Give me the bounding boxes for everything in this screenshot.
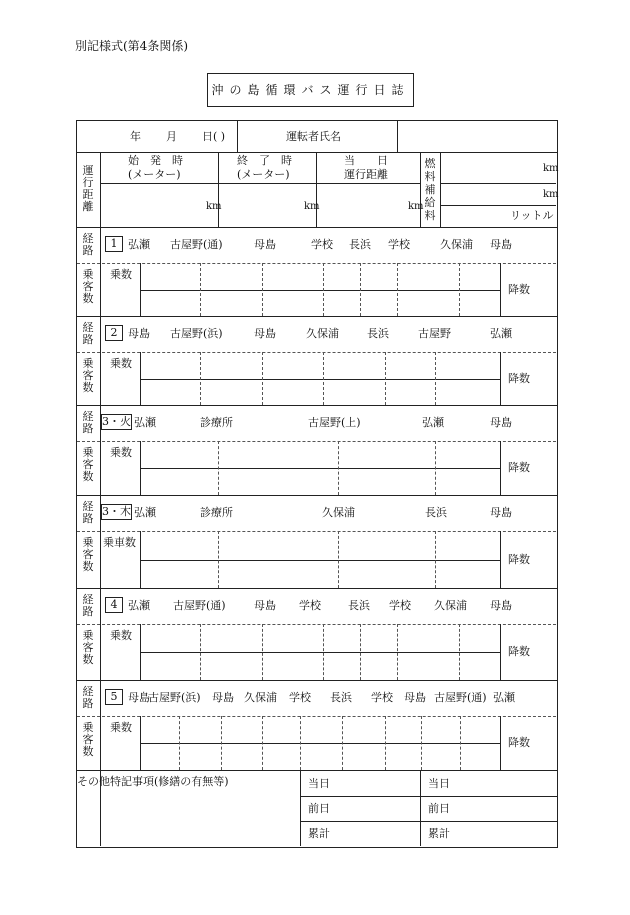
fuel-km-unit-2: km	[543, 189, 559, 200]
today-distance-sub: 運行距離	[344, 168, 388, 181]
start-meter-sub: (メーター)	[128, 168, 181, 181]
passengers-label: 乗 客 数	[82, 268, 94, 305]
boarding-label: 乗数	[110, 721, 132, 734]
boarding-row-fields[interactable]	[141, 717, 499, 743]
today-total-label-2: 当日	[428, 777, 450, 790]
date-month-label: 月	[166, 130, 177, 143]
alighting-label: 降数	[508, 283, 530, 296]
alighting-row-fields[interactable]	[141, 291, 499, 316]
start-meter-field[interactable]	[101, 184, 217, 226]
fuel-liter-unit: リットル	[510, 209, 554, 222]
driver-name-label: 運転者氏名	[286, 130, 341, 143]
passengers-label: 乗 客 数	[82, 629, 94, 666]
end-meter-label: 終 了 時	[237, 154, 292, 167]
route-stop: 弘瀬	[128, 238, 150, 251]
cumulative-total-label-2: 累計	[428, 827, 450, 840]
route-stop: 久保浦	[440, 238, 473, 251]
alighting-label: 降数	[508, 372, 530, 385]
route-stop: 久保浦	[306, 327, 339, 340]
cumulative-total-label: 累計	[308, 827, 330, 840]
route-stop: 母島	[254, 327, 276, 340]
fuel-km-unit-1: km	[543, 163, 559, 174]
route-stop: 長浜	[349, 238, 371, 251]
boarding-row-fields[interactable]	[141, 353, 499, 379]
alighting-label: 降数	[508, 553, 530, 566]
boarding-row-fields[interactable]	[141, 264, 499, 290]
boarding-label: 乗数	[110, 629, 132, 642]
previous-total-label: 前日	[308, 802, 330, 815]
driver-name-field[interactable]	[398, 121, 555, 151]
start-meter-label: 始 発 時	[128, 154, 183, 167]
date-year-label: 年	[130, 130, 141, 143]
route-number-box: 2	[105, 325, 123, 341]
route-stop: 診療所	[200, 416, 233, 429]
boarding-row-fields[interactable]	[141, 442, 499, 468]
route-stop: 古屋野(通)	[170, 238, 223, 251]
date-day-label: 日( )	[202, 130, 226, 143]
boarding-label: 乗数	[110, 446, 132, 459]
route-stop: 母島	[212, 691, 234, 704]
route-stop: 学校	[371, 691, 393, 704]
route-stop: 母島	[128, 327, 150, 340]
route-stop: 母島	[254, 238, 276, 251]
alighting-row-fields[interactable]	[141, 561, 499, 588]
alighting-label: 降数	[508, 736, 530, 749]
route-number-box: 3・木	[102, 505, 131, 518]
route-number-box: 1	[105, 236, 123, 252]
alighting-row-fields[interactable]	[141, 469, 499, 495]
fuel-label: 燃 料 補 給 料	[424, 157, 436, 222]
route-number-box: 4	[105, 597, 123, 613]
route-stop: 弘瀬	[134, 416, 156, 429]
end-meter-field[interactable]	[219, 184, 315, 226]
end-meter-sub: (メーター)	[237, 168, 290, 181]
boarding-label: 乗車数	[103, 536, 136, 549]
route-stop: 母島	[404, 691, 426, 704]
today-km-unit: km	[408, 201, 424, 212]
route-stop: 母島	[490, 416, 512, 429]
notes-label: その他特記事項(修繕の有無等)	[77, 775, 229, 788]
route-label: 経 路	[82, 410, 94, 435]
boarding-row-fields[interactable]	[141, 625, 499, 652]
route-stop: 弘瀬	[422, 416, 444, 429]
route-stop: 長浜	[348, 599, 370, 612]
route-stop: 古屋野(上)	[308, 416, 361, 429]
passengers-label: 乗 客 数	[82, 446, 94, 483]
route-label: 経 路	[82, 593, 94, 618]
alighting-label: 降数	[508, 461, 530, 474]
route-stop: 母島	[128, 691, 150, 704]
route-stop: 古屋野(通)	[434, 691, 487, 704]
route-stop: 診療所	[200, 506, 233, 519]
passengers-label: 乗 客 数	[82, 536, 94, 573]
route-stop: 弘瀬	[134, 506, 156, 519]
route-stop: 古屋野(浜)	[148, 691, 201, 704]
alighting-row-fields[interactable]	[141, 653, 499, 680]
route-stop: 長浜	[330, 691, 352, 704]
route-stop: 久保浦	[322, 506, 355, 519]
route-number-box: 3・火	[102, 415, 131, 428]
route-stop: 学校	[311, 238, 333, 251]
route-stop: 長浜	[367, 327, 389, 340]
notes-field[interactable]	[78, 790, 298, 844]
distance-section-label: 運 行 距 離	[82, 164, 94, 213]
end-km-unit: km	[304, 201, 320, 212]
route-stop: 学校	[388, 238, 410, 251]
alighting-row-fields[interactable]	[141, 380, 499, 405]
route-stop: 弘瀬	[493, 691, 515, 704]
route-stop: 学校	[289, 691, 311, 704]
passengers-label: 乗 客 数	[82, 357, 94, 394]
route-stop: 長浜	[425, 506, 447, 519]
start-km-unit: km	[206, 201, 222, 212]
route-label: 経 路	[82, 500, 94, 525]
route-stop: 古屋野(浜)	[170, 327, 223, 340]
route-stop: 弘瀬	[128, 599, 150, 612]
route-label: 経 路	[82, 232, 94, 257]
route-stop: 古屋野(通)	[173, 599, 226, 612]
alighting-row-fields[interactable]	[141, 744, 499, 770]
boarding-label: 乗数	[110, 357, 132, 370]
route-stop: 学校	[299, 599, 321, 612]
route-stop: 古屋野	[418, 327, 451, 340]
today-distance-field[interactable]	[317, 184, 419, 226]
route-stop: 母島	[490, 238, 512, 251]
form-reference: 別記様式(第4条関係)	[75, 39, 188, 53]
alighting-label: 降数	[508, 645, 530, 658]
today-total-label: 当日	[308, 777, 330, 790]
route-stop: 弘瀬	[490, 327, 512, 340]
title-box	[207, 73, 414, 107]
route-number-box: 5	[105, 689, 123, 705]
previous-total-label-2: 前日	[428, 802, 450, 815]
route-stop: 母島	[490, 599, 512, 612]
route-stop: 学校	[389, 599, 411, 612]
route-label: 経 路	[82, 321, 94, 346]
boarding-row-fields[interactable]	[141, 532, 499, 560]
route-stop: 久保浦	[434, 599, 467, 612]
route-label: 経 路	[82, 685, 94, 710]
today-distance-label: 当 日	[344, 154, 388, 167]
passengers-label: 乗 客 数	[82, 721, 94, 758]
route-stop: 母島	[490, 506, 512, 519]
route-stop: 久保浦	[244, 691, 277, 704]
route-stop: 母島	[254, 599, 276, 612]
page-title: 沖の島循環バス運行日誌	[211, 83, 410, 97]
boarding-label: 乗数	[110, 268, 132, 281]
